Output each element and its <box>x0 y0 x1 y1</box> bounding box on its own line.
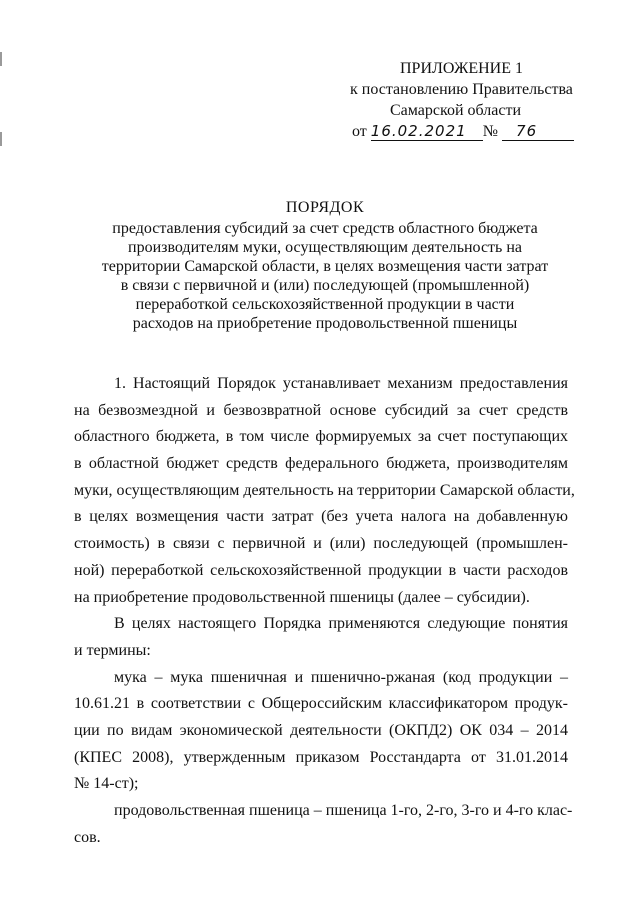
text-line: № 14-ст); <box>74 775 139 793</box>
appendix-region-line: Самарской области <box>390 102 521 119</box>
text-line: муки, осуществляющим деятельность на территории Самарской области, <box>74 481 575 499</box>
text-line: и термины: <box>74 641 151 659</box>
subtitle-line: расходов на приобретение продовольственной пшеницы <box>132 315 518 332</box>
text-line: стоимость) в связи с первичной и (или) последующей (промышлен- <box>74 535 568 553</box>
text-line: продовольственная пшеница – пшеница 1-го, 2-го, 3-го и 4-го клас- <box>114 802 573 819</box>
scan-edge-mark <box>0 52 2 66</box>
paragraph-2 <box>74 611 568 664</box>
text-line: 10.61.21 в соответствии с Общероссийским классификатором продук- <box>74 695 568 713</box>
appendix-resolution-line: к постановлению Правительства <box>350 81 573 98</box>
paragraph-4 <box>74 798 573 851</box>
text-line: ной) переработкой сельскохозяйственной продукции в части расходов <box>74 561 568 579</box>
subtitle-line: в связи с первичной и (или) последующей (промышленной) <box>120 277 530 294</box>
handwritten-number: 76 <box>502 122 574 141</box>
text-line: 1. Настоящий Порядок устанавливает механизм предоставления <box>114 375 568 392</box>
date-prefix: от <box>352 123 367 140</box>
text-line: мука – мука пшеничная и пшенично-ржаная (код продукции – <box>114 668 568 686</box>
document-title-block <box>60 198 590 333</box>
paragraph-1 <box>74 371 575 611</box>
text-line: в целях возмещения части затрат (без учета налога на добавленную <box>74 508 568 526</box>
text-line: в областной бюджет средств федерального бюджета, производителям <box>74 455 568 473</box>
text-line: ции по видам экономической деятельности (ОКПД2) ОК 034 – 2014 <box>74 721 568 739</box>
document-heading: ПОРЯДОК <box>285 199 365 216</box>
subtitle-line: предоставления субсидий за счет средств областного бюджета <box>112 220 538 237</box>
text-line: на безвозмездной и безвозвратной основе субсидий за счет средств <box>74 401 568 419</box>
number-label: № <box>482 123 499 140</box>
appendix-title: ПРИЛОЖЕНИЕ 1 <box>400 60 524 77</box>
text-line: областного бюджета, в том числе формируемых за счет поступающих <box>74 428 568 446</box>
handwritten-date: 16.02.2021 <box>371 122 483 141</box>
text-line: (КПЕС 2008), утвержденным приказом Росстандарта от 31.01.2014 <box>74 748 568 766</box>
document-body <box>74 371 575 851</box>
subtitle-line: территории Самарской области, в целях возмещения части затрат <box>101 258 549 275</box>
appendix-date-line <box>352 121 574 142</box>
scan-edge-mark <box>0 132 2 146</box>
paragraph-3 <box>74 665 568 798</box>
text-line: на приобретение продовольственной пшеницы (далее – субсидии). <box>74 588 530 606</box>
subtitle-line: производителям муки, осуществляющим деятельность на <box>128 239 522 256</box>
subtitle-line: переработкой сельскохозяйственной продукции в части <box>135 296 515 313</box>
text-line: В целях настоящего Порядка применяются следующие понятия <box>114 615 568 633</box>
text-line: сов. <box>74 828 101 846</box>
